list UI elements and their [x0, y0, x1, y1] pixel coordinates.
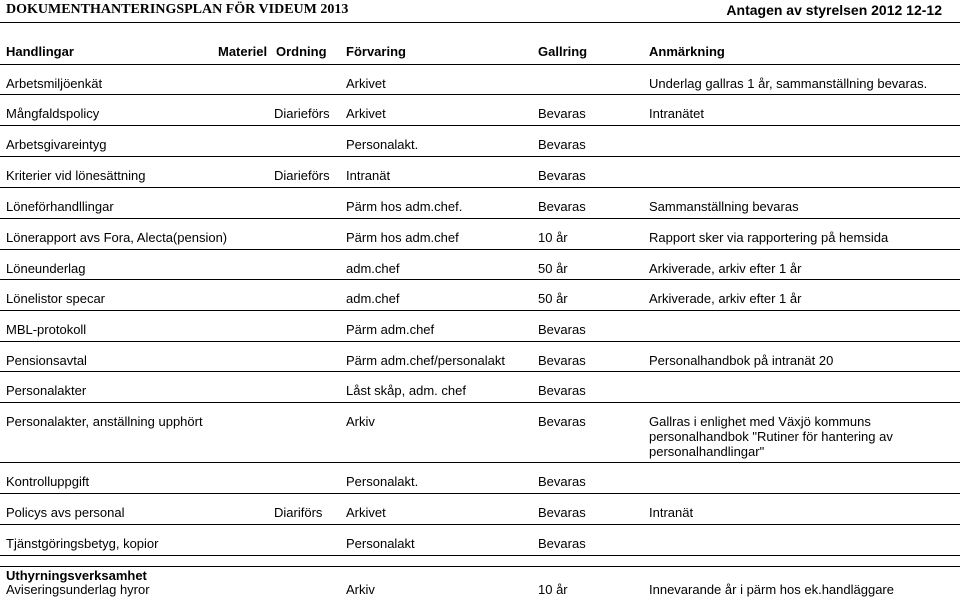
cell-anmarkning: personalhandbok "Rutiner för hantering av [649, 429, 893, 444]
cell-forvaring: Pärm hos adm.chef [346, 230, 459, 245]
row-divider [0, 218, 960, 219]
cell-forvaring: Personalakt. [346, 474, 419, 489]
cell-gallring: Bevaras [538, 199, 586, 214]
column-header-handlingar: Handlingar [6, 44, 74, 59]
cell-handling: Personalakter [6, 383, 87, 398]
cell-anmarkning: personalhandlingar" [649, 444, 765, 459]
cell-gallring: Bevaras [538, 414, 586, 429]
row-divider [0, 310, 960, 311]
cell-gallring: Bevaras [538, 383, 586, 398]
column-header-anmarkning: Anmärkning [649, 44, 725, 59]
cell-anmarkning: Arkiverade, arkiv efter 1 år [649, 261, 802, 276]
cell-gallring: Bevaras [538, 137, 586, 152]
cell-materiel: Diariförs [274, 505, 323, 520]
cell-handling: Personalakter, anställning upphört [6, 414, 203, 429]
cell-materiel: Diarieförs [274, 106, 330, 121]
cell-forvaring: Personalakt [346, 536, 415, 551]
cell-handling: Pensionsavtal [6, 353, 87, 368]
column-header-forvaring: Förvaring [346, 44, 406, 59]
column-header-ordning: Ordning [276, 44, 327, 59]
cell-gallring: Bevaras [538, 168, 586, 183]
row-divider [0, 524, 960, 525]
cell-gallring: 10 år [538, 230, 568, 245]
cell-handling: Kontrolluppgift [6, 474, 90, 489]
cell-handling: Löneunderlag [6, 261, 86, 276]
cell-gallring: Bevaras [538, 322, 586, 337]
column-header-gallring: Gallring [538, 44, 588, 59]
cell-gallring: Bevaras [538, 353, 586, 368]
cell-handling: MBL-protokoll [6, 322, 87, 337]
cell-forvaring: Arkivet [346, 505, 386, 520]
cell-handling: Mångfaldspolicy [6, 106, 100, 121]
row-divider [0, 64, 960, 65]
row-divider [0, 341, 960, 342]
cell-anmarkning: Personalhandbok på intranät 20 [649, 353, 834, 368]
row-divider [0, 249, 960, 250]
cell-anmarkning: Intranätet [649, 106, 704, 121]
cell-handling: Löneförhandllingar [6, 199, 114, 214]
cell-anmarkning: Intranät [649, 505, 694, 520]
cell-anmarkning: Arkiverade, arkiv efter 1 år [649, 291, 802, 306]
cell-handling: Aviseringsunderlag hyror [6, 582, 150, 597]
cell-anmarkning: Gallras i enlighet med Växjö kommuns [649, 414, 871, 429]
cell-handling: Lönerapport avs Fora, Alecta(pension) [6, 230, 228, 245]
cell-gallring: Bevaras [538, 536, 586, 551]
row-divider [0, 187, 960, 188]
cell-handling: Policys avs personal [6, 505, 125, 520]
cell-gallring: 50 år [538, 261, 568, 276]
cell-handling: Kriterier vid lönesättning [6, 168, 146, 183]
section-divider [0, 566, 960, 567]
cell-gallring: 50 år [538, 291, 568, 306]
cell-forvaring: adm.chef [346, 261, 400, 276]
row-divider [0, 555, 960, 556]
cell-gallring: Bevaras [538, 106, 586, 121]
cell-forvaring: Pärm adm.chef [346, 322, 435, 337]
cell-gallring: Bevaras [538, 505, 586, 520]
cell-forvaring: Arkivet [346, 106, 386, 121]
cell-forvaring: Intranät [346, 168, 391, 183]
cell-forvaring: Arkiv [346, 414, 375, 429]
document-title: DOKUMENTHANTERINGSPLAN FÖR VIDEUM 2013 [6, 2, 349, 17]
cell-forvaring: Pärm adm.chef/personalakt [346, 353, 505, 368]
row-divider [0, 371, 960, 372]
row-divider [0, 125, 960, 126]
cell-handling: Arbetsgivareintyg [6, 137, 107, 152]
column-header-materiel: Materiel [218, 44, 268, 59]
cell-forvaring: adm.chef [346, 291, 400, 306]
cell-anmarkning: Underlag gallras 1 år, sammanställning bevaras. [649, 76, 928, 91]
header-divider [0, 22, 960, 23]
section-title: Uthyrningsverksamhet [6, 568, 147, 583]
row-divider [0, 156, 960, 157]
cell-forvaring: Arkivet [346, 76, 386, 91]
cell-forvaring: Arkiv [346, 582, 375, 597]
cell-handling: Arbetsmiljöenkät [6, 76, 103, 91]
row-divider [0, 493, 960, 494]
approval-date: Antagen av styrelsen 2012 12-12 [726, 2, 942, 18]
cell-gallring: 10 år [538, 582, 568, 597]
row-divider [0, 402, 960, 403]
cell-handling: Tjänstgöringsbetyg, kopior [6, 536, 159, 551]
cell-anmarkning: Innevarande år i pärm hos ek.handläggare [649, 582, 894, 597]
cell-forvaring: Personalakt. [346, 137, 419, 152]
cell-gallring: Bevaras [538, 474, 586, 489]
row-divider [0, 462, 960, 463]
row-divider [0, 279, 960, 280]
cell-anmarkning: Rapport sker via rapportering på hemsida [649, 230, 889, 245]
cell-forvaring: Låst skåp, adm. chef [346, 383, 466, 398]
row-divider [0, 94, 960, 95]
cell-anmarkning: Sammanställning bevaras [649, 199, 799, 214]
cell-handling: Lönelistor specar [6, 291, 105, 306]
cell-materiel: Diarieförs [274, 168, 330, 183]
cell-forvaring: Pärm hos adm.chef. [346, 199, 463, 214]
